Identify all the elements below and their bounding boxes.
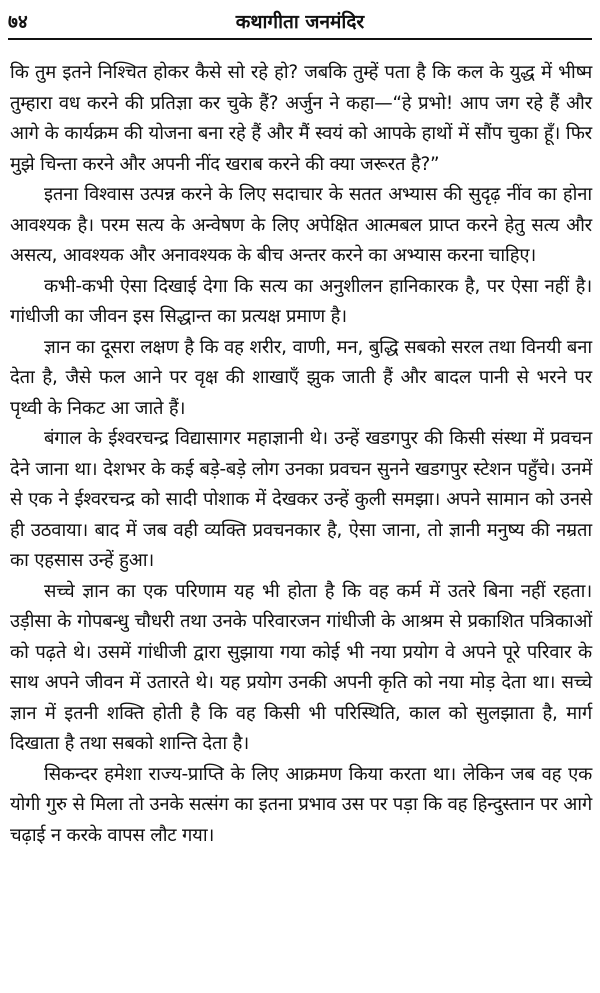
- page-header: [8, 4, 592, 40]
- paragraph: ज्ञान का दूसरा लक्षण है कि वह शरीर, वाणी, मन, बुद्धि सबको सरल तथा विनयी बना देता है, जैसे फल आने पर वृक्ष की शाखाएँ झुक जाती हैं और बादल पानी से भरने पर पृथ्वी के निकट आ जाते हैं।: [10, 336, 592, 419]
- page-number: ७४: [8, 11, 28, 33]
- paragraph: सिकन्दर हमेशा राज्य-प्राप्ति के लिए आक्रमण किया करता था। लेकिन जब वह एक योगी गुरु से मिला तो उनके सत्संग का इतना प्रभाव उस पर पड़ा कि वह हिन्दुस्तान पर आगे चढ़ाई न करके वापस लौट गया।: [10, 763, 592, 846]
- running-title: कथागीता जनमंदिर: [235, 11, 365, 33]
- paragraph: कभी-कभी ऐसा दिखाई देगा कि सत्य का अनुशीलन हानिकारक है, पर ऐसा नहीं है। गांधीजी का जीवन इस सिद्धान्त का प्रत्यक्ष प्रमाण है।: [10, 275, 592, 327]
- paragraph-continuation: कि तुम इतने निश्चित होकर कैसे सो रहे हो? जबकि तुम्हें पता है कि कल के युद्ध में भीष्म तुम्हारा वध करने की प्रतिज्ञा कर चुके हैं? अर्जुन ने कहा—“हे प्रभो! आप जग रहे हैं और आगे के कार्यक्रम की योजना बना रहे हैं और मैं स्वयं को आपके हाथों में सौंप चुका हूँ। फिर मुझे चिन्ता करने और अपनी नींद खराब करने की क्या जरूरत है?”: [10, 62, 592, 175]
- paragraph: इतना विश्वास उत्पन्न करने के लिए सदाचार के सतत अभ्यास की सुदृढ़ नींव का होना आवश्यक है। परम सत्य के अन्वेषण के लिए अपेक्षित आत्मबल प्राप्त करने हेतु सत्य और असत्य, आवश्यक और अनावश्यक के बीच अन्तर करने का अभ्यास करना चाहिए।: [10, 184, 592, 266]
- paragraph: सच्चे ज्ञान का एक परिणाम यह भी होता है कि वह कर्म में उतरे बिना नहीं रहता। उड़ीसा के गोपबन्धु चौधरी तथा उनके परिवारजन गांधीजी के आश्रम से प्रकाशित पत्रिकाओं को पढ़ते थे। उसमें गांधीजी द्वारा सुझाया गया कोई भी नया प्रयोग वे अपने पूरे परिवार के साथ अपने जीवन में उतारते थे। यह प्रयोग उनकी अपनी कृति को नया मोड़ देता था। सच्चे ज्ञान में इतनी शक्ति होती है कि वह किसी भी परिस्थिति, काल को सुलझाता है, मार्ग दिखाता है तथा सबको शान्ति देता है।: [10, 580, 592, 754]
- paragraph: बंगाल के ईश्वरचन्द्र विद्यासागर महाज्ञानी थे। उन्हें खडगपुर की किसी संस्था में प्रवचन देने जाना था। देशभर के कई बड़े-बड़े लोग उनका प्रवचन सुनने खडगपुर स्टेशन पहुँचे। उनमें से एक ने ईश्वरचन्द्र को सादी पोशाक में देखकर उन्हें कुली समझा। अपने सामान को उनसे ही उठवाया। बाद में जब वही व्यक्ति प्रवचनकार है, ऐसा जाना, तो ज्ञानी मनुष्य की नम्रता का एहसास उन्हें हुआ।: [10, 428, 592, 571]
- body-text: [10, 58, 592, 851]
